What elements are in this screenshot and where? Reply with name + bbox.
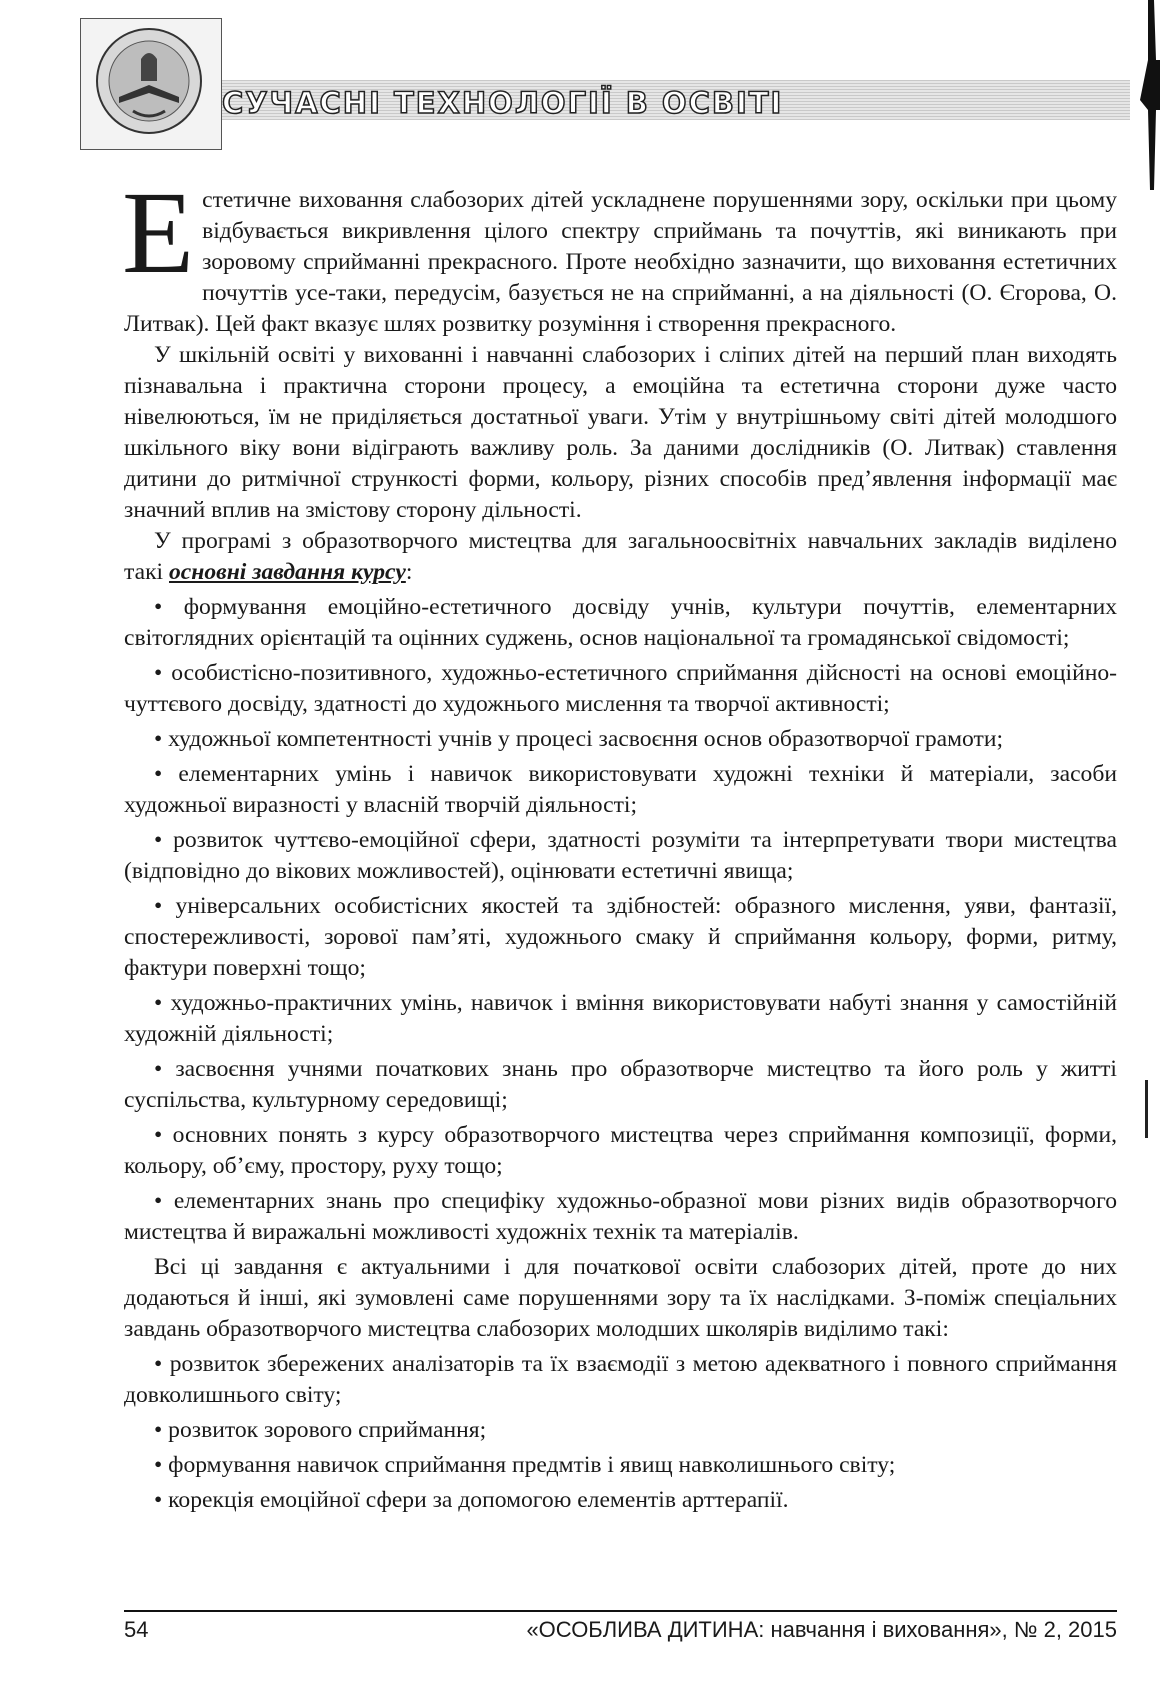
list-item: • художньо-практичних умінь, навичок і вміння використовувати набуті знання у самостійній художній діяльності; [124, 990, 1117, 1047]
emblem-icon [81, 19, 221, 149]
intro-text: стетичне виховання слабозорих дітей ускладнене порушеннями зору, оскільки при цьому відбувається викривлення цілого спектру сприймань та почуттів, які виникають при зоровому сприйманні прекрасного. Проте необхідно зазначити, що виховання естетичних почуттів усе-таки, передусім, базується не на сприйманні, а на діяльності (О. Єгорова, О. Литвак). Цей факт вказує шлях розвитку розуміння і створення прекрасного. [124, 187, 1117, 337]
journal-citation: «ОСОБЛИВА ДИТИНА: навчання і виховання», № 2, 2015 [526, 1617, 1117, 1642]
list-item: • розвиток зорового сприймання; [154, 1417, 487, 1443]
footer-divider [124, 1610, 1117, 1612]
list-item: • розвиток чуттєво-емоційної сфери, здатності розуміти та інтерпретувати твори мистецтва (відповідно до вікових можливостей), оцінювати естетичні явища; [124, 827, 1117, 884]
list-item: • елементарних знань про специфіку художньо-образної мови різних видів образотворчого мистецтва й виражальні можливості художніх технік та матеріалів. [124, 1188, 1117, 1245]
list-item: • засвоєння учнями початкових знань про образотворче мистецтво та його роль у житті суспільства, культурному середовищі; [124, 1056, 1117, 1113]
paragraph-3 [124, 526, 1117, 588]
list-item: • універсальних особистісних якостей та здібностей: образного мислення, уяви, фантазії, спостережливості, зорової пам’яті, художнього смаку й сприймання кольору, форми, ритму, фактури поверхні тощо; [124, 893, 1117, 981]
list-item: • художньої компетентності учнів у процесі засвоєння основ образотворчої грамоти; [154, 726, 1004, 752]
list-item: • основних понять з курсу образотворчого мистецтва через сприймання композиції, форми, кольору, об’єму, простору, руху тощо; [124, 1122, 1117, 1179]
list-item: • корекція емоційної сфери за допомогою елементів арттерапії. [154, 1487, 789, 1513]
list-item: • особистісно-позитивного, художньо-естетичного сприймання дійсності на основі емоційно-чуттєвого досвіду, здатності до художнього мислення та творчої активності; [124, 660, 1117, 717]
scan-edge-mark [1120, 0, 1160, 200]
list-item: • розвиток збережених аналізаторів та їх взаємодії з метою адекватного і повного сприймання довколишнього світу; [124, 1351, 1117, 1408]
intro-paragraph [122, 167, 1117, 340]
section-title: СУЧАСНІ ТЕХНОЛОГІЇ В ОСВІТІ [222, 86, 784, 120]
scan-side-mark [1145, 1080, 1148, 1138]
page-number: 54 [124, 1617, 149, 1642]
journal-logo [80, 18, 222, 150]
paragraph-3-start: У програмі з образотворчого мистецтва для загальноосвітніх навчальних закладів виділено такі [124, 528, 1117, 585]
paragraph-4: Всі ці завдання є актуальними і для початкової освіти слабозорих дітей, проте до них додаються й інші, які зумовлені саме порушеннями зору та їх наслідками. З-поміж спеціальних завдань образотворчого мистецтва слабозорих молодших школярів виділимо такі: [124, 1254, 1117, 1342]
paragraph-3-end: : [405, 559, 413, 585]
paragraph-3-emphasis: основні завдання курсу [169, 559, 406, 585]
paragraph-2: У шкільній освіті у вихованні і навчанні слабозорих і сліпих дітей на перший план виходять пізнавальна і практична сторони процесу, а емоційна та естетична сторони дуже часто нівелюються, їм не приділяється достатньої уваги. Утім у внутрішньому світі дітей молодшого шкільного віку вони відіграють важливу роль. За даними дослідників (О. Литвак) ставлення дитини до ритмічної стрункості форми, кольору, різних способів пред’явлення інформації має значний вплив на змістову сторону дільності. [124, 342, 1117, 523]
list-item: • формування навичок сприймання предмтів і явищ навколишнього світу; [154, 1452, 896, 1478]
article-body [122, 167, 1117, 1516]
list-item: • елементарних умінь і навичок використовувати художні техніки й матеріали, засоби художньої виразності у власній творчій діяльності; [124, 761, 1117, 818]
drop-cap: Е [122, 167, 195, 298]
list-item: • формування емоційно-естетичного досвіду учнів, культури почуттів, елементарних світоглядних орієнтацій та оцінних суджень, основ національної та громадянської свідомості; [124, 594, 1117, 651]
